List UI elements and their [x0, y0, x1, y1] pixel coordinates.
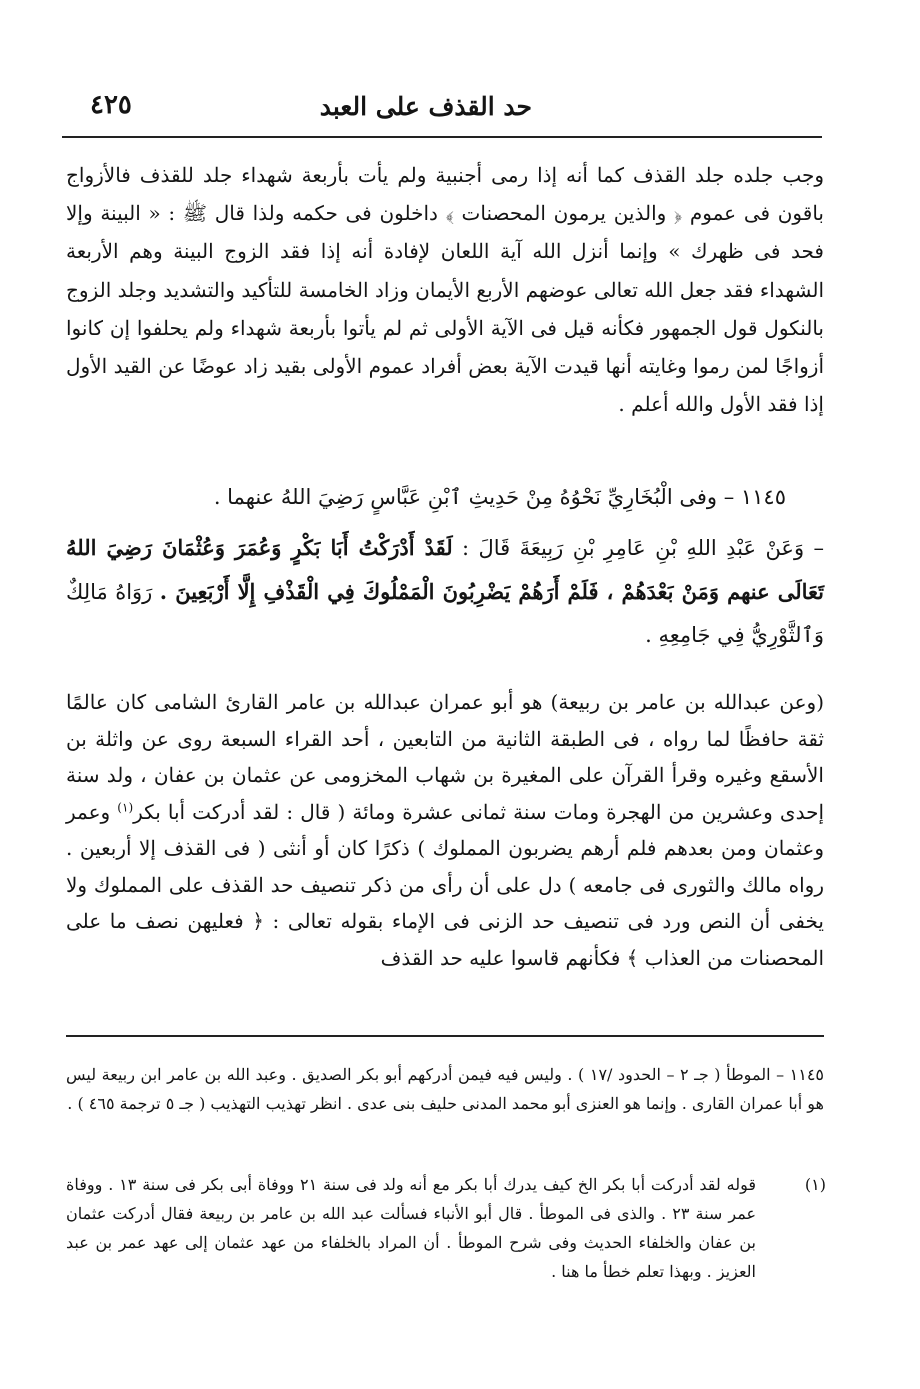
- footnote-1-marker: (١): [804, 1175, 826, 1194]
- commentary-2-part-2: وعمر وعثمان ومن بعدهم فلم أرهم يضربون المملوك ) ذكرًا كان أو أنثى ( فى القذف إلا أربعين . رواه مالك والثورى فى جامعه ) دل على أن رأى من ذكر تنصيف حد القذف على المملوك ولا يخفى أن النص ورد فى تنصيف حد الزنى فى الإماء بقوله تعالى : ﴿ فعليهن نصف ما على المحصنات من العذاب ﴾ فكأنهم قاسوا عليه حد القذف: [66, 799, 824, 970]
- hadith-1146-source: رَوَاهُ مَالِكٌ وَٱلثَّوْرِيُّ فِي جَامِعِهِ .: [66, 580, 824, 647]
- commentary-paragraph-2: [66, 684, 824, 976]
- footnote-1145-text: ١١٤٥ – الموطأ ( جـ ٢ – الحدود /١٧ ) . وليس فيه فيمن أدركهم أبو بكر الصديق . وعبد الله بن عامر ابن ربيعة ليس هو أبا عمران القارى . وإنما هو العنزى أبو محمد المدنى حليف بنى عدى . انظر تهذيب التهذيب ( جـ ٥ ترجمة ٤٦٥ ) .: [66, 1065, 825, 1113]
- footnote-separator: [66, 1035, 824, 1037]
- hadith-1146: [66, 526, 824, 657]
- page-number: ٤٢٥: [90, 90, 132, 120]
- hadith-1145: [66, 478, 786, 516]
- header-rule: [62, 136, 822, 138]
- commentary-paragraph-1: [66, 156, 824, 423]
- hadith-1146-text: [66, 526, 824, 657]
- footnote-1-text: قوله لقد أدركت أبا بكر الخ كيف يدرك أبا بكر مع أنه ولد فى سنة ٢١ ووفاة أبى بكر فى سنة ١٣ . ووفاة عمر سنة ٢٣ . والذى فى الموطأ . قال أبو الأنباء فسألت عبد الله بن عامر بن ربيعة فقال أدركت عثمان بن عفان والخلفاء الحديث وفى شرح الموطأ . أن المراد بالخلفاء من عهد عثمان إلى عهد عمر بن عبد العزيز . وبهذا تعلم خطأ ما هنا .: [66, 1175, 756, 1281]
- hadith-1146-matn: لَقَدْ أَدْرَكْتُ أَبَا بَكْرٍ وَعُمَرَ وَعُثْمَانَ رَضِيَ اللهُ تَعَالَى عنهم وَمَنْ بَعْدَهُمْ ، فَلَمْ أَرَهُمْ يَضْرِبُونَ الْمَمْلُوكَ فِي الْقَذْفِ إِلَّا أَرْبَعِينَ .: [66, 535, 824, 604]
- running-title: حد القذف على العبد: [319, 92, 532, 121]
- commentary-text-2: [66, 684, 824, 976]
- page-header: [62, 88, 822, 134]
- commentary-2-part-1: (وعن عبدالله بن عامر بن ربيعة) هو أبو عمران عبدالله بن عامر القارئ الشامى كان عالمًا ثقة حافظًا لما رواه ، فى الطبقة الثانية من التابعين ، أحد القراء السبعة روى عن واثلة بن الأسقع وغيره وقرأ القرآن على المغيرة بن شهاب المخزومى عن عثمان بن عفان ، ولد سنة إحدى وعشرين من الهجرة ومات سنة ثمانى عشرة ومائة ( قال : لقد أدركت أبا بكر: [66, 690, 825, 824]
- footnote-1: [66, 1170, 756, 1286]
- hadith-1145-text: ١١٤٥ – وفى الْبُخَارِيِّ نَحْوُهُ مِنْ حَدِيثِ ٱبْنِ عَبَّاسٍ رَضِيَ اللهُ عنهما .: [213, 485, 786, 509]
- hadith-1146-intro: – وَعَنْ عَبْدِ اللهِ بْنِ عَامِرِ بْنِ رَبِيعَةَ قَالَ :: [462, 536, 825, 560]
- commentary-text-1: وجب جلده جلد القذف كما أنه إذا رمى أجنبية ولم يأت بأربعة شهداء جلد للقذف فالأزواج باقون فى عموم ﴿ والذين يرمون المحصنات ﴾ داخلون فى حكمه ولذا قال ﷺ : « البينة وإلا فحد فى ظهرك » وإنما أنزل الله آية اللعان لإفادة أنه إذا فقد الزوج البينة وهم الأربعة الشهداء فقد جعل الله تعالى عوضهم الأربع الأيمان وزاد الخامسة للتأكيد والتشديد وجلد الزوج بالنكول قول الجمهور فكأنه قيل فى الآية الأولى ثم لم يأتوا بأربعة شهداء ولم يحلفوا إن كانوا أزواجًا لمن رموا وغايته أنها قيدت الآية بعض أفراد عموم الأولى بقيد زاد عوضًا عن القيد الأول إذا فقد الأول والله أعلم .: [66, 163, 824, 417]
- footnote-1145: [66, 1060, 824, 1118]
- footnote-reference-1: (١): [117, 799, 134, 814]
